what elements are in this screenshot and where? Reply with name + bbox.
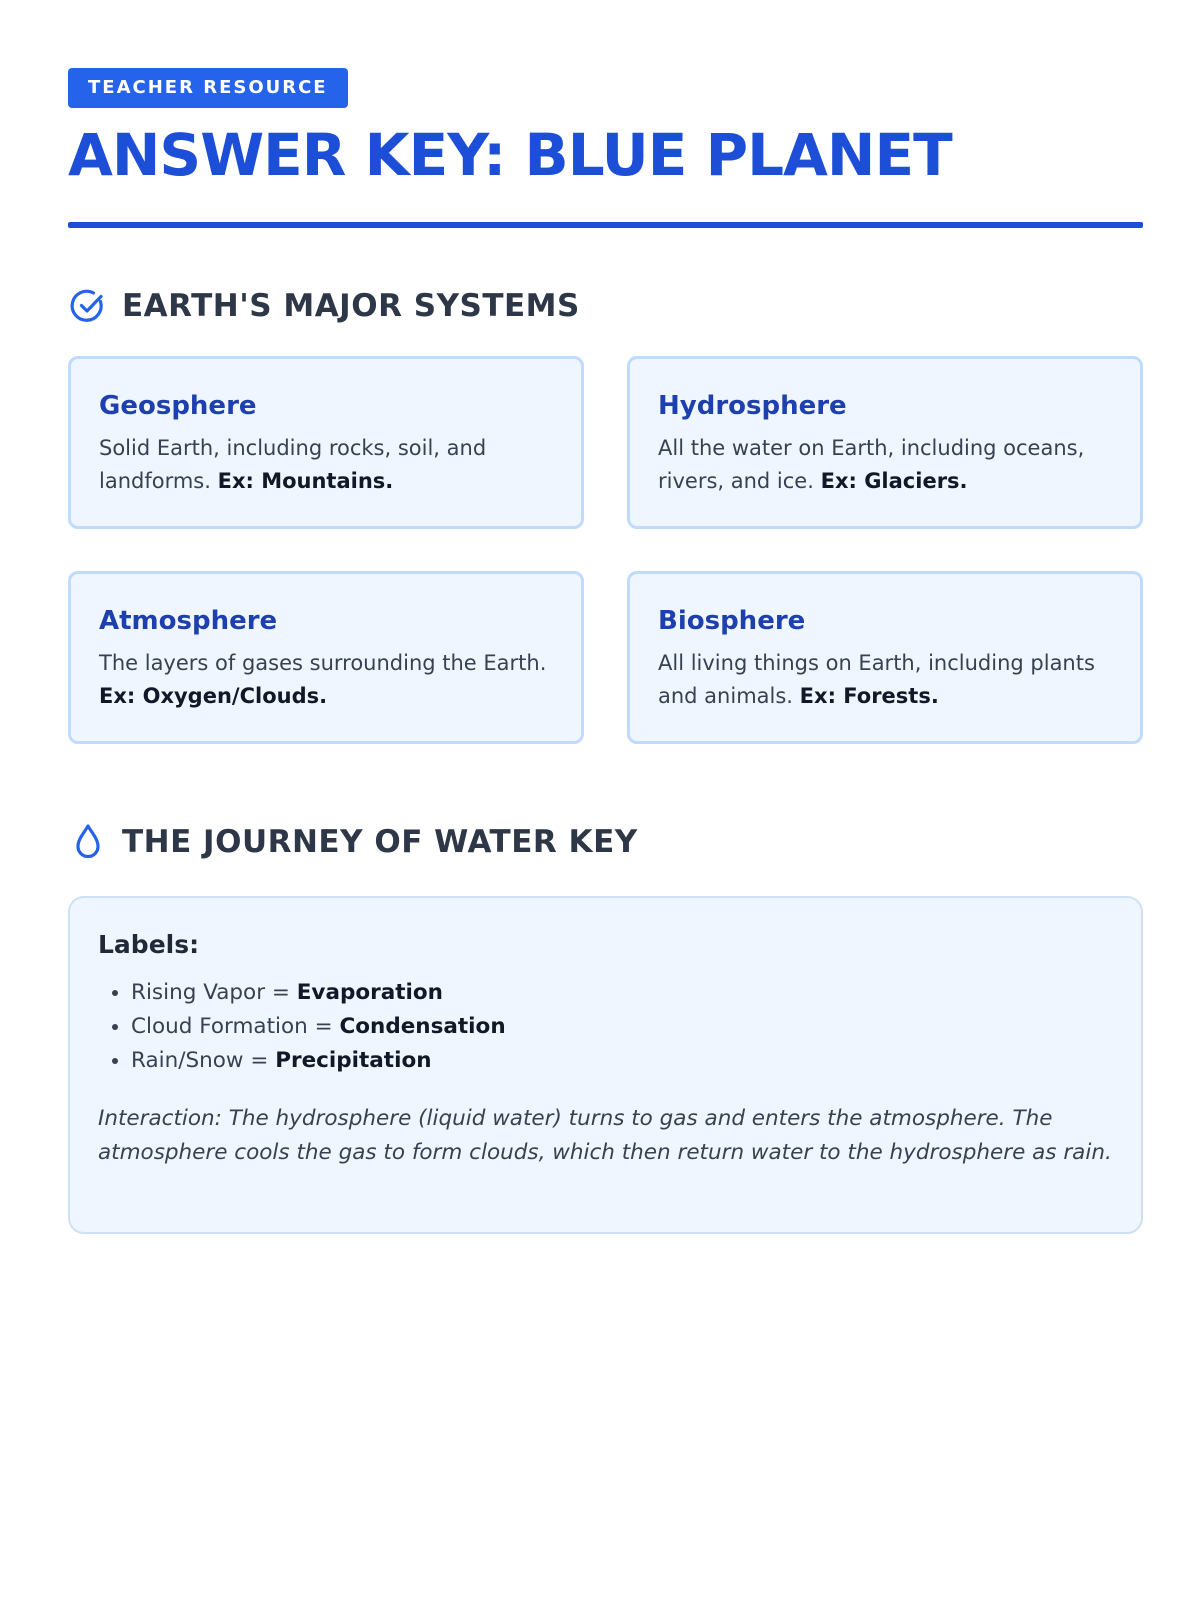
list-item xyxy=(131,1010,1113,1044)
label-answer: Evaporation xyxy=(296,980,443,1005)
label-term: Rising Vapor = xyxy=(131,980,290,1005)
label-answer: Precipitation xyxy=(275,1048,432,1073)
card-example: Ex: Glaciers. xyxy=(820,469,968,493)
label-term: Rain/Snow = xyxy=(131,1048,269,1073)
water-key-box xyxy=(68,896,1143,1234)
system-card-biosphere xyxy=(627,571,1143,744)
card-description-text: The layers of gases surrounding the Earth. xyxy=(99,651,547,675)
list-item xyxy=(131,976,1113,1010)
systems-grid xyxy=(68,356,1143,744)
label-answer: Condensation xyxy=(339,1014,506,1039)
card-description-text: Solid Earth, including rocks, soil, and landforms. xyxy=(99,436,487,493)
card-title: Hydrosphere xyxy=(658,391,847,421)
system-card-hydrosphere xyxy=(627,356,1143,529)
water-section-title: THE JOURNEY OF WATER KEY xyxy=(122,824,638,860)
title-divider xyxy=(68,222,1143,228)
systems-section-header xyxy=(68,284,1143,328)
card-example: Ex: Oxygen/Clouds. xyxy=(99,684,328,708)
interaction-text: Interaction: The hydrosphere (liquid water) turns to gas and enters the atmosphere. The atmosphere cools the gas to form clouds, which then return water to the hydrosphere as rain. xyxy=(98,1106,1112,1165)
card-title: Geosphere xyxy=(99,391,257,421)
water-section-header xyxy=(68,820,1143,864)
label-term: Cloud Formation = xyxy=(131,1014,333,1039)
card-description xyxy=(658,432,1112,498)
water-drop-icon xyxy=(68,822,108,862)
card-example: Ex: Mountains. xyxy=(217,469,394,493)
system-card-geosphere xyxy=(68,356,584,529)
page-title: ANSWER KEY: BLUE PLANET xyxy=(68,121,952,189)
system-card-atmosphere xyxy=(68,571,584,744)
systems-section-title: EARTH'S MAJOR SYSTEMS xyxy=(122,288,580,324)
list-item xyxy=(131,1044,1113,1078)
card-description xyxy=(99,647,553,713)
teacher-resource-badge: TEACHER RESOURCE xyxy=(68,68,348,108)
card-description xyxy=(99,432,553,498)
card-title: Biosphere xyxy=(658,606,806,636)
card-description-text: All the water on Earth, including oceans, rivers, and ice. xyxy=(658,436,1085,493)
labels-list xyxy=(98,976,1113,1078)
card-title: Atmosphere xyxy=(99,606,278,636)
answer-key-page xyxy=(68,68,1143,1234)
card-description-text: All living things on Earth, including plants and animals. xyxy=(658,651,1095,708)
card-description xyxy=(658,647,1112,713)
labels-title: Labels: xyxy=(98,930,200,959)
card-example: Ex: Forests. xyxy=(799,684,939,708)
check-circle-icon xyxy=(68,286,108,326)
